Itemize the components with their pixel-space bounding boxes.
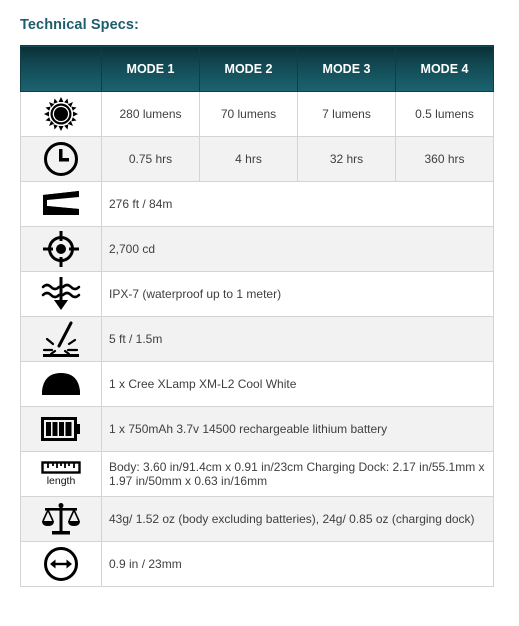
impact-drop-icon xyxy=(41,320,81,358)
battery-icon xyxy=(41,417,81,441)
row-beam-distance xyxy=(21,182,494,227)
header-mode-3: MODE 3 xyxy=(298,46,396,92)
specs-table xyxy=(20,45,494,587)
beam-distance-icon xyxy=(41,189,81,219)
runtime-mode-2: 4 hrs xyxy=(200,137,298,182)
row-length xyxy=(21,452,494,497)
target-crosshair-icon xyxy=(43,231,79,267)
ruler-icon xyxy=(41,461,81,475)
row-battery xyxy=(21,407,494,452)
scale-balance-icon xyxy=(41,502,81,536)
header-icon-corner xyxy=(21,46,102,92)
row-runtime xyxy=(21,137,494,182)
brightness-mode-2: 70 lumens xyxy=(200,92,298,137)
row-brightness xyxy=(21,92,494,137)
brightness-mode-4: 0.5 lumens xyxy=(396,92,494,137)
row-water-resistance xyxy=(21,272,494,317)
water-resistance-value: IPX-7 (waterproof up to 1 meter) xyxy=(102,272,494,317)
brightness-sun-icon xyxy=(43,96,79,132)
header-row xyxy=(21,46,494,92)
row-led xyxy=(21,362,494,407)
led-value: 1 x Cree XLamp XM-L2 Cool White xyxy=(102,362,494,407)
beam-distance-value: 276 ft / 84m xyxy=(102,182,494,227)
waterproof-icon xyxy=(41,275,81,313)
row-impact-resistance xyxy=(21,317,494,362)
diameter-arrows-icon xyxy=(43,546,79,582)
clock-icon xyxy=(43,141,79,177)
page-title: Technical Specs: xyxy=(20,17,139,33)
brightness-mode-3: 7 lumens xyxy=(298,92,396,137)
length-value: Body: 3.60 in/91.4cm x 0.91 in/23cm Charging Dock: 2.17 in/55.1mm x 1.97 in/50mm x 0.63 in/16mm xyxy=(102,452,494,497)
brightness-mode-1: 280 lumens xyxy=(102,92,200,137)
impact-resistance-value: 5 ft / 1.5m xyxy=(102,317,494,362)
weight-value: 43g/ 1.52 oz (body excluding batteries), 24g/ 0.85 oz (charging dock) xyxy=(102,497,494,542)
length-icon-label: length xyxy=(46,475,76,487)
header-mode-2: MODE 2 xyxy=(200,46,298,92)
header-mode-4: MODE 4 xyxy=(396,46,494,92)
runtime-mode-1: 0.75 hrs xyxy=(102,137,200,182)
row-diameter xyxy=(21,542,494,587)
row-peak-intensity xyxy=(21,227,494,272)
runtime-mode-4: 360 hrs xyxy=(396,137,494,182)
peak-intensity-value: 2,700 cd xyxy=(102,227,494,272)
led-dome-icon xyxy=(40,371,82,397)
diameter-value: 0.9 in / 23mm xyxy=(102,542,494,587)
runtime-mode-3: 32 hrs xyxy=(298,137,396,182)
row-weight xyxy=(21,497,494,542)
battery-value: 1 x 750mAh 3.7v 14500 rechargeable lithium battery xyxy=(102,407,494,452)
header-mode-1: MODE 1 xyxy=(102,46,200,92)
